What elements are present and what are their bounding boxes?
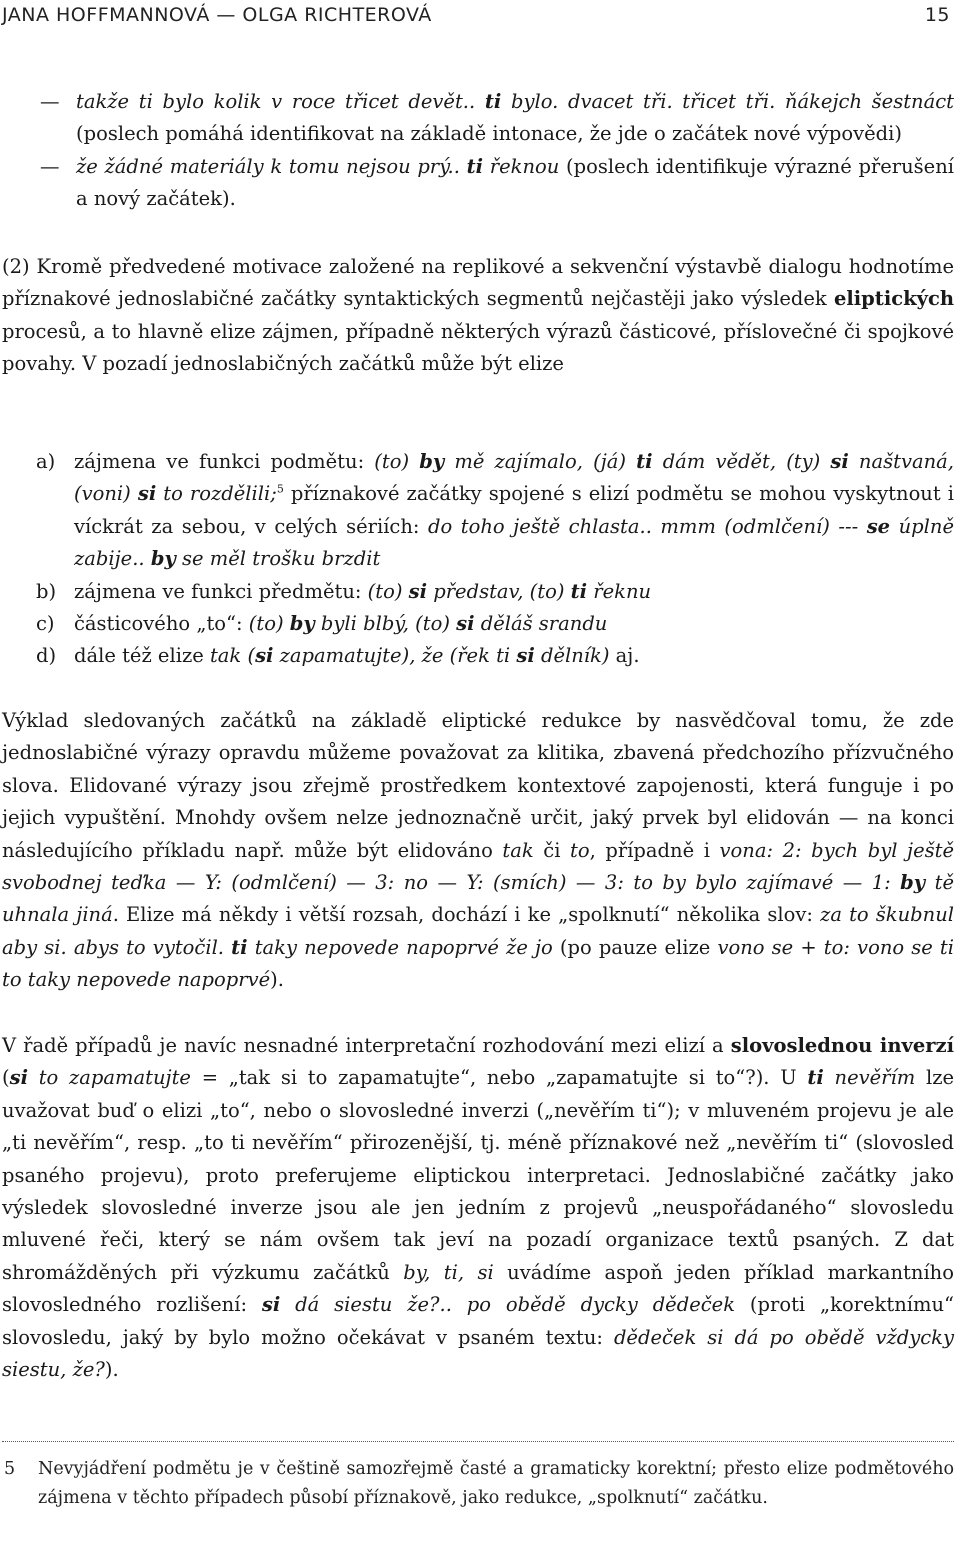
dialogue-turn [2, 86, 954, 151]
list-marker: d) [36, 644, 57, 668]
list-item [2, 640, 954, 672]
turn-text: takže ti bylo kolik v roce třicet devět.. ti bylo. dvacet tři. třicet tři. ňákejch šestnáct (poslech pomáhá identifikovat na základě intonace, že jde o začátek nové výpovědi) [76, 90, 954, 146]
footnote-number: 5 [4, 1459, 16, 1479]
page-number: 15 [924, 4, 950, 26]
list-marker: c) [36, 612, 55, 636]
header-authors: JANA HOFFMANNOVÁ — OLGA RICHTEROVÁ [2, 4, 432, 26]
list-marker: b) [36, 579, 57, 603]
footnote-ref: 5 [276, 482, 284, 496]
paragraph-3: Výklad sledovaných začátků na základě eliptické redukce by nasvědčoval tomu, že zde jednoslabičné výrazy opravdu můžeme považovat za klitika, zbavená předchozího přízvučného slova. Elidované výrazy jsou zřejmě prostředkem kontextové zapojenosti, která funguje i po jejich vypuštění. Mnohdy ovšem nelze jednoznačně určit, jaký prvek byl elidován — na konci následujícího příkladu např. může být elidováno tak či to, případně i vona: 2: bych byl ještě svobodnej teďka — Y: (odmlčení) — 3: no — Y: (smích) — 3: to by bylo zajímavé — 1: by tě uhnala jiná. Elize má někdy i větší rozsah, dochází i ke „spolknutí“ několika slov: za to škubnul aby si. abys to vytočil. ti taky nepovede napoprvé že jo (po pauze elize vono se + to: vono se ti to taky nepovede napoprvé). [2, 709, 955, 992]
footnote-text: Nevyjádření podmětu je v češtině samozřejmě časté a gramaticky korektní; přesto elize podmětového zájmena v těchto případech působí příznakově, jako redukce, „spolknutí“ začátku. [38, 1459, 954, 1508]
list-item-text: částicového „to“: (to) by byli blbý, (to) si děláš srandu [74, 612, 608, 636]
turn-dash [40, 86, 60, 118]
footnote [2, 1455, 954, 1513]
list-item-text: zájmena ve funkci podmětu: (to) by mě zajímalo, (já) ti dám vědět, (ty) si naštvaná, (voni) si to rozdělili;$^5$ příznakové začátky spojené s elizí podmětu se mohou vyskytnout i víckrát za sebou, v celých sériích: do toho ještě chlasta.. mmm (odmlčení) --- se úplně zabije.. by se měl trošku brzdit [74, 450, 955, 571]
list-marker: a) [36, 450, 56, 473]
list-item [2, 608, 954, 640]
paragraph-2: (2) Kromě předvedené motivace založené na replikové a sekvenční výstavbě dialogu hodnotíme příznakové jednoslabičné začátky syntaktických segmentů nejčastěji jako výsledek eliptických procesů, a to hlavně elize zájmen, případně některých výrazů částicové, příslovečné či spojkové povahy. V pozadí jednoslabičných začátků může být elize [2, 255, 954, 376]
turn-text: že žádné materiály k tomu nejsou prý.. ti řeknou (poslech identifikuje výrazné přerušení a nový začátek). [76, 154, 955, 211]
running-header [2, 4, 950, 28]
elision-list [2, 446, 954, 673]
list-item [2, 446, 954, 576]
list-item-text: dále též elize tak (si zapamatujte), že (řek ti si dělník) aj. [74, 644, 640, 668]
turn-dash [40, 151, 60, 183]
list-item [2, 576, 954, 608]
paragraph-4: V řadě případů je navíc nesnadné interpretační rozhodování mezi elizí a slovoslednou inverzí (si to zapamatujte = „tak si to zapamatujte“, nebo „zapamatujte si to“?). U ti nevěřím lze uvažovat buď o elizi „to“, nebo o slovosledné inverzi („nevěřím ti“); v mluveném projevu je ale „ti nevěřím“, resp. „to ti nevěřím“ přirozenější, tj. méně příznakové než „nevěřím ti“ (slovosled psaného projevu), proto preferujeme eliptickou interpretaci. Jednoslabičné začátky jako výsledek slovosledné inverze jsou ale jen jedním z projevů „neuspořádaného“ slovosledu mluvené řeči, který se nám ovšem tak jeví na pozadí organizace textů psaných. Z dat shromážděných při výzkumu začátků by, ti, si uvádíme aspoň jeden příklad markantního slovosledného rozlišení: si dá siestu že?.. po obědě dycky dědeček (proti „korektnímu“ slovosledu, jaký by bylo možno očekávat v psaném textu: dědeček si dá po obědě vždycky siestu, že?). [2, 1034, 955, 1382]
dialogue-example [2, 86, 954, 216]
list-item-text: zájmena ve funkci předmětu: (to) si představ, (to) ti řeknu [74, 579, 652, 603]
dialogue-turn [2, 151, 954, 216]
footnote-divider [2, 1441, 954, 1442]
